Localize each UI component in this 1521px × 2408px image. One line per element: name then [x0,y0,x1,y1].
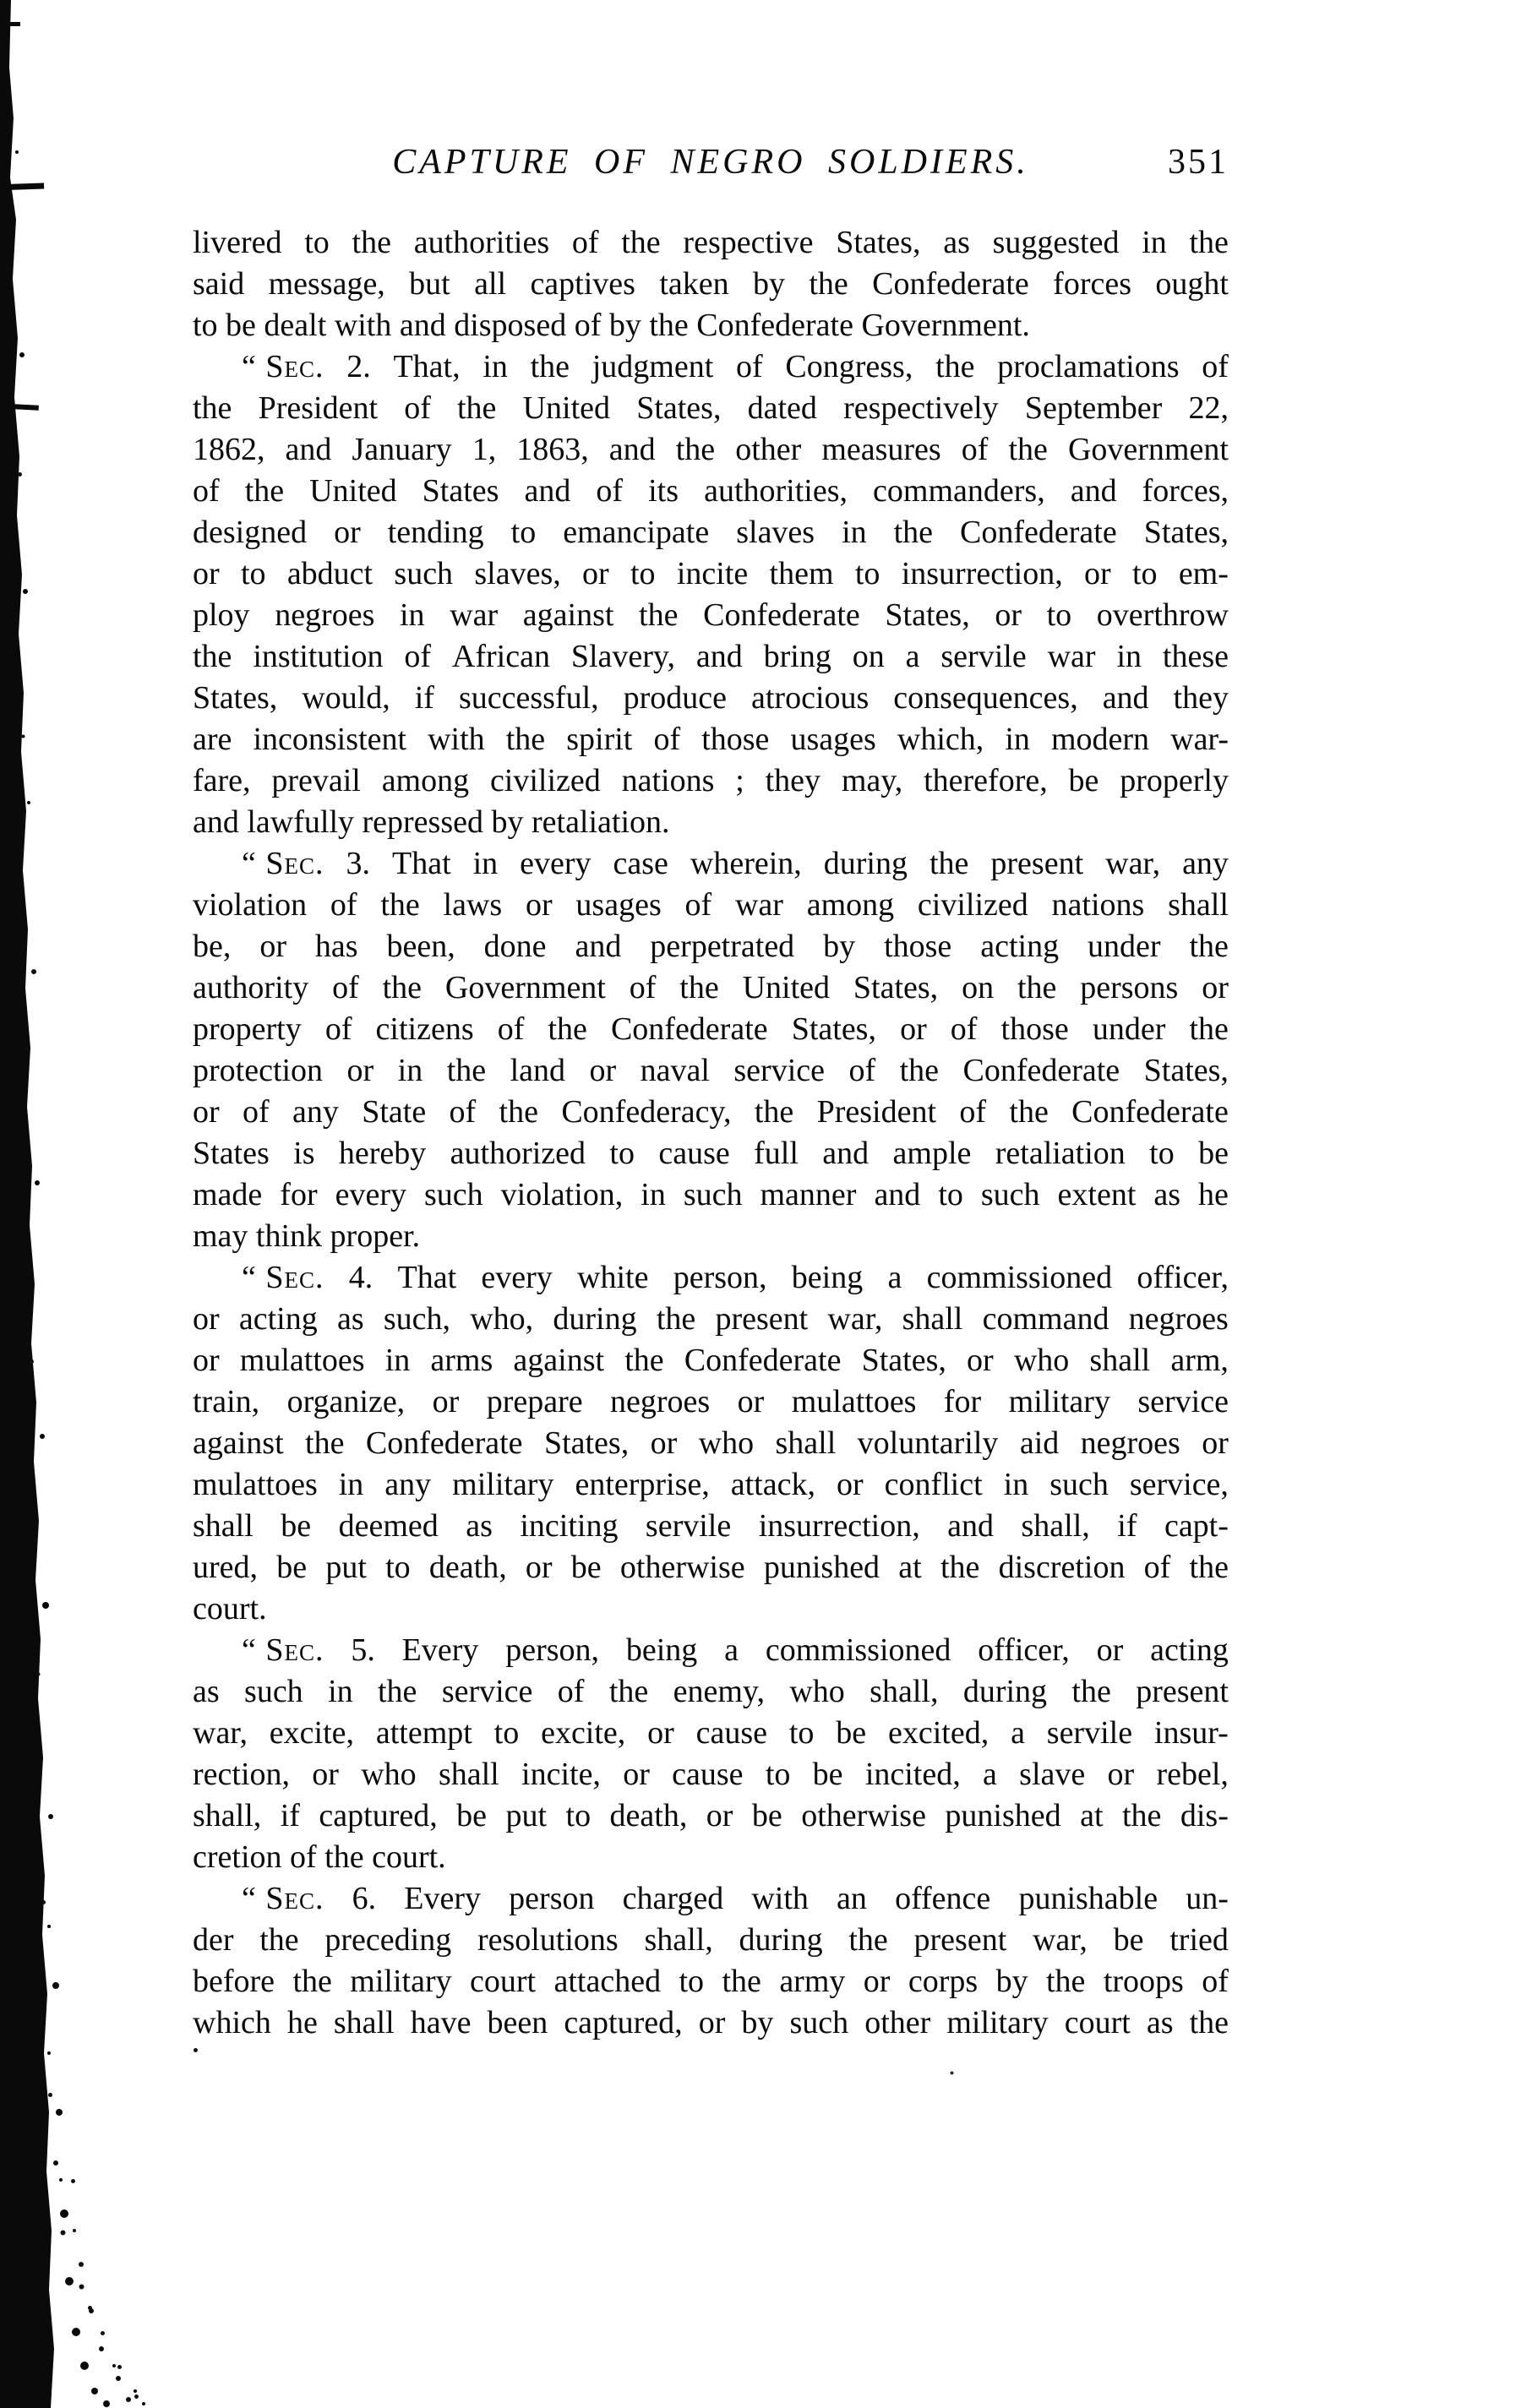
text-line: ured, be put to death, or be otherwise punished at the discretion of the [193,1550,1229,1585]
paragraph [193,843,1229,1257]
text-line: “ Sec. 6. Every person charged with an offence punishable un- [242,1881,1229,1916]
text-line: livered to the authorities of the respective States, as suggested in the [193,225,1229,260]
text-line: war, excite, attempt to excite, or cause to be excited, a servile insur- [193,1715,1229,1751]
text-line: before the military court attached to the army or corps by the troops of [193,1964,1229,1999]
text-line: “ Sec. 2. That, in the judgment of Congress, the proclamations of [242,349,1229,384]
text-line: shall be deemed as inciting servile insurrection, and shall, if capt- [193,1508,1229,1544]
text-line: are inconsistent with the spirit of those usages which, in modern war- [193,722,1229,757]
text-line: and lawfully repressed by retaliation. [193,804,670,840]
text-line: of the United States and of its authorities, commanders, and forces, [193,473,1229,509]
text-line: property of citizens of the Confederate States, or of those under the [193,1011,1229,1047]
paragraph [193,1257,1229,1630]
ink-speckles [0,0,3,3]
text-line: the institution of African Slavery, and bring on a servile war in these [193,639,1229,674]
text-line: said message, but all captives taken by the Confederate forces ought [193,266,1229,302]
running-title: CAPTURE OF NEGRO SOLDIERS. [392,143,1029,182]
paragraph [193,346,1229,843]
text-line: “ Sec. 4. That every white person, being a commissioned officer, [242,1260,1229,1295]
text-line: to be dealt with and disposed of by the Confederate Government. [193,308,1030,343]
text-line: shall, if captured, be put to death, or be otherwise punished at the dis- [193,1798,1229,1833]
text-line: “ Sec. 5. Every person, being a commissioned officer, or acting [242,1632,1229,1668]
text-line: court. [193,1591,267,1626]
text-line: States, would, if successful, produce atrocious consequences, and they [193,680,1229,716]
paragraph [193,1630,1229,1878]
text-line: the President of the United States, dated respectively September 22, [193,390,1229,426]
text-line: designed or tending to emancipate slaves in the Confederate States, [193,515,1229,550]
text-line: cretion of the court. [193,1839,446,1875]
text-line: or acting as such, who, during the present war, shall command negroes [193,1301,1229,1337]
text-line: or mulattoes in arms against the Confederate States, or who shall arm, [193,1343,1229,1378]
text-line: mulattoes in any military enterprise, attack, or conflict in such service, [193,1467,1229,1502]
text-line: fare, prevail among civilized nations ; they may, therefore, be properly [193,763,1229,798]
text-line: or of any State of the Confederacy, the President of the Confederate [193,1094,1229,1130]
page-number: 351 [1168,143,1229,182]
text-line: rection, or who shall incite, or cause to be incited, a slave or rebel, [193,1757,1229,1792]
text-line: authority of the Government of the United States, on the persons or [193,970,1229,1005]
text-line: “ Sec. 3. That in every case wherein, during the present war, any [242,846,1229,881]
text-line: which he shall have been captured, or by such other military court as the [193,2005,1229,2040]
text-line: may think proper. [193,1218,421,1254]
paragraph [193,222,1229,346]
text-line: as such in the service of the enemy, who shall, during the present [193,1674,1229,1709]
text-line: violation of the laws or usages of war among civilized nations shall [193,887,1229,923]
text-line: against the Confederate States, or who shall voluntarily aid negroes or [193,1425,1229,1461]
page-body [193,222,1229,2044]
paragraph [193,1878,1229,2044]
text-line: train, organize, or prepare negroes or mulattoes for military service [193,1384,1229,1419]
text-line: made for every such violation, in such manner and to such extent as he [193,1177,1229,1212]
text-line: protection or in the land or naval service of the Confederate States, [193,1053,1229,1088]
text-line: States is hereby authorized to cause full and ample retaliation to be [193,1136,1229,1171]
page-header [193,142,1229,183]
text-line: be, or has been, done and perpetrated by those acting under the [193,929,1229,964]
text-line: or to abduct such slaves, or to incite them to insurrection, or to em- [193,556,1229,591]
scan-gutter-artifact [0,0,220,2408]
text-line: 1862, and January 1, 1863, and the other measures of the Government [193,432,1229,467]
text-line: der the preceding resolutions shall, during the present war, be tried [193,1922,1229,1958]
text-line: ploy negroes in war against the Confederate States, or to overthrow [193,597,1229,633]
